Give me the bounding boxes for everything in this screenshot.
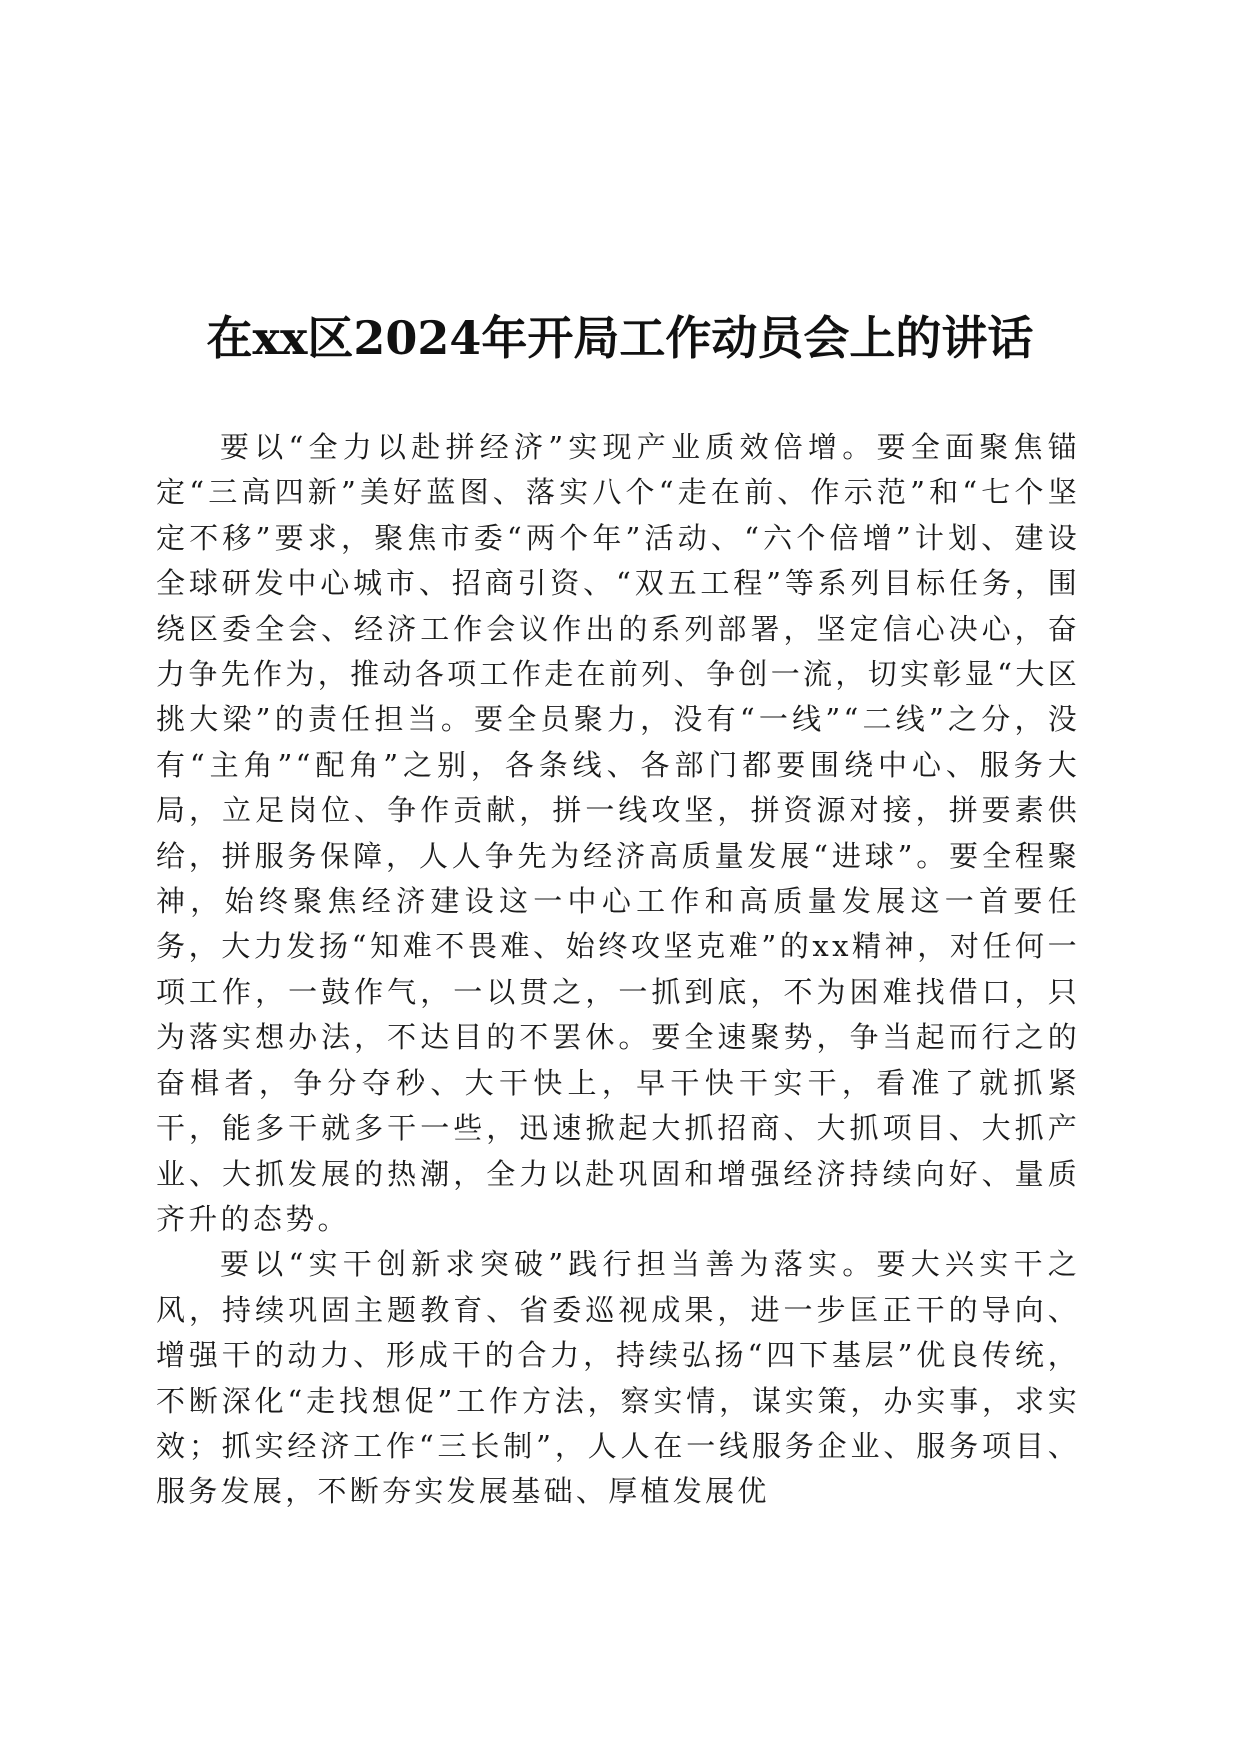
document-body xyxy=(156,425,1080,1515)
body-paragraph-1: 要以“全力以赴拼经济”实现产业质效倍增。要全面聚焦锚定“三高四新”美好蓝图、落实八个“走在前、作示范”和“七个坚定不移”要求，聚焦市委“两个年”活动、“六个倍增”计划、建设全球研发中心城市、招商引资、“双五工程”等系列目标任务，围绕区委全会、经济工作会议作出的系列部署，坚定信心决心，奋力争先作为，推动各项工作走在前列、争创一流，切实彰显“大区挑大梁”的责任担当。要全员聚力，没有“一线”“二线”之分，没有“主角”“配角”之别，各条线、各部门都要围绕中心、服务大局，立足岗位、争作贡献，拼一线攻坚，拼资源对接，拼要素供给，拼服务保障，人人争先为经济高质量发展“进球”。要全程聚神，始终聚焦经济建设这一中心工作和高质量发展这一首要任务，大力发扬“知难不畏难、始终攻坚克难”的xx精神，对任何一项工作，一鼓作气，一以贯之，一抓到底，不为困难找借口，只为落实想办法，不达目的不罢休。要全速聚势，争当起而行之的奋楫者，争分夺秒、大干快上，早干快干实干，看准了就抓紧干，能多干就多干一些，迅速掀起大抓招商、大抓项目、大抓产业、大抓发展的热潮，全力以赴巩固和增强经济持续向好、量质齐升的态势。 xyxy=(156,430,1080,1236)
document-title: 在xx区2024年开局工作动员会上的讲话 xyxy=(206,311,1034,365)
body-paragraph-2: 要以“实干创新求突破”践行担当善为落实。要大兴实干之风，持续巩固主题教育、省委巡视成果，进一步匡正干的导向、增强干的动力、形成干的合力，持续弘扬“四下基层”优良传统，不断深化“走找想促”工作方法，察实情，谋实策，办实事，求实效；抓实经济工作“三长制”，人人在一线服务企业、服务项目、服务发展，不断夯实发展基础、厚植发展优 xyxy=(156,1247,1080,1509)
